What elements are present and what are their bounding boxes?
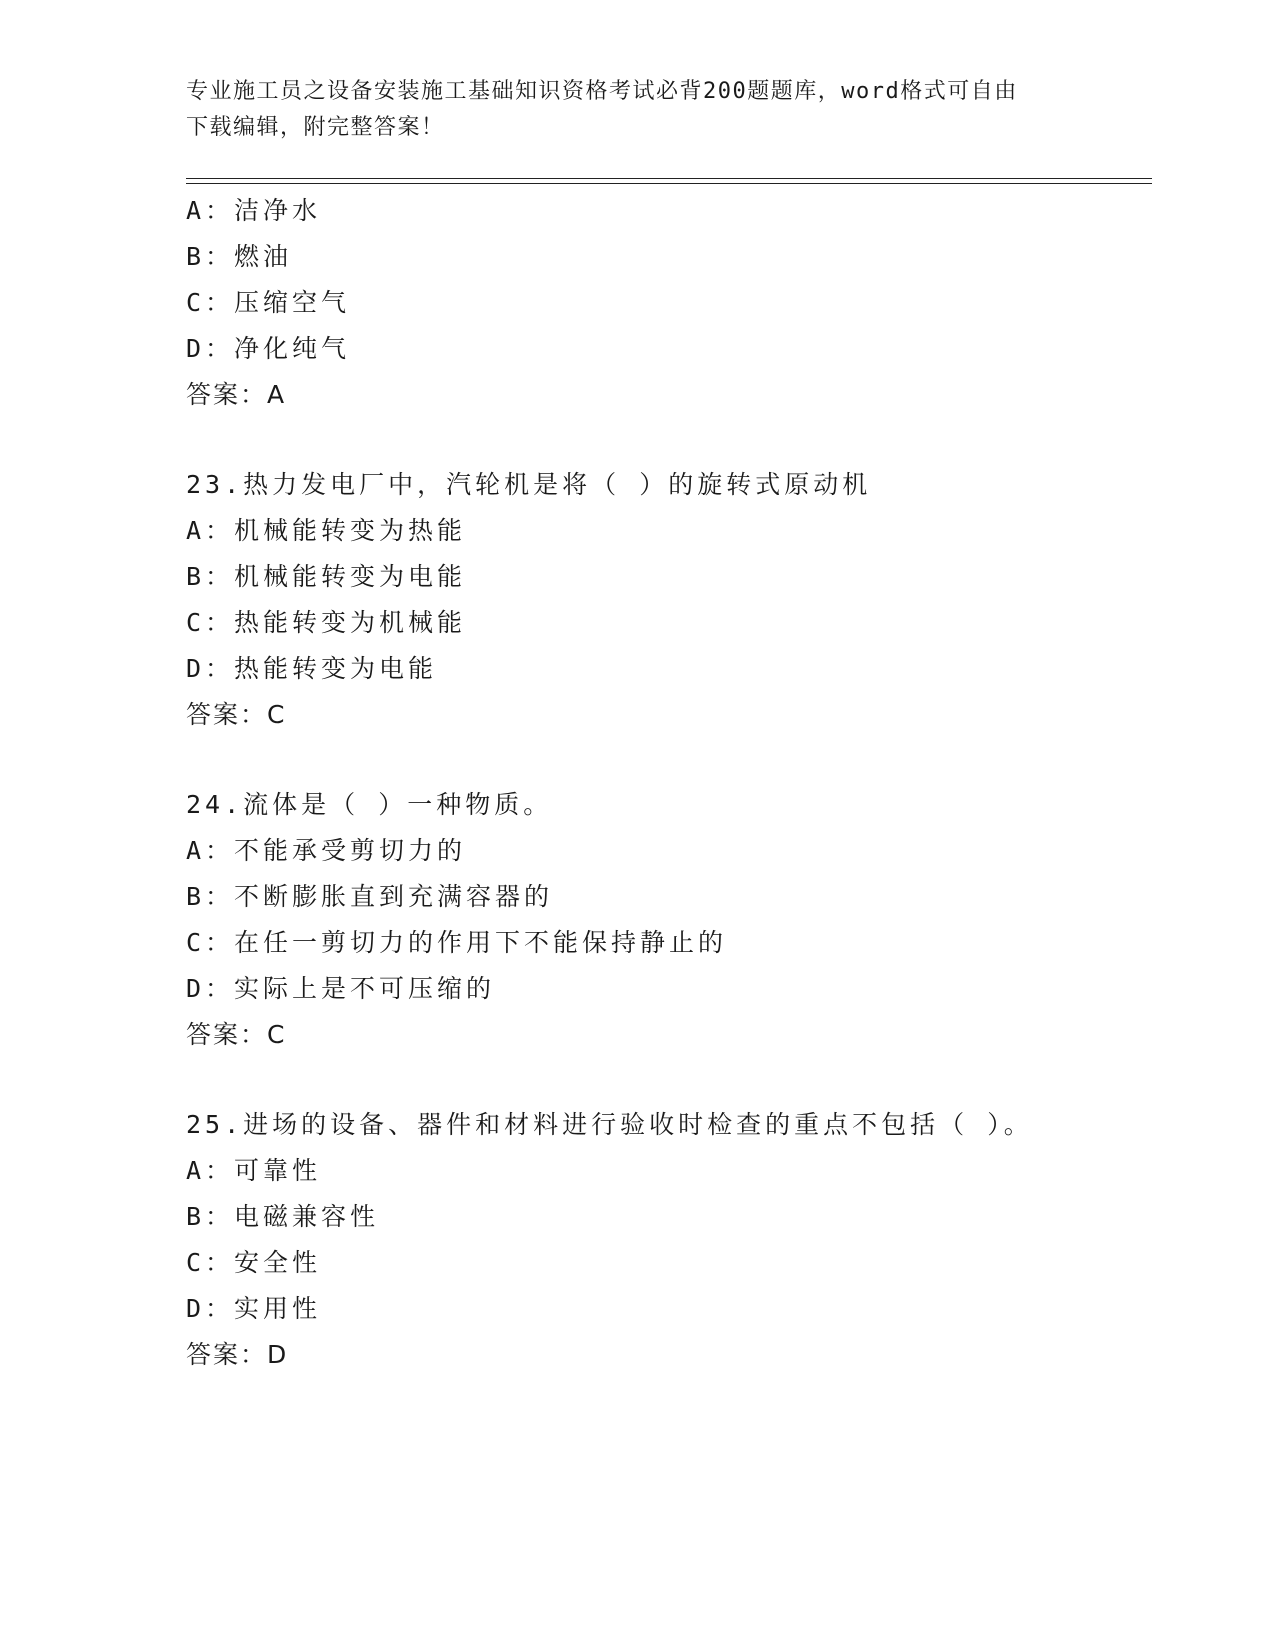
question-stem: 25.进场的设备、器件和材料进行验收时检查的重点不包括（ ）。 (186, 1110, 1033, 1139)
option-c: C：在任一剪切力的作用下不能保持静止的 (186, 928, 728, 957)
option-d: D：热能转变为电能 (186, 654, 438, 683)
question-stem: 24.流体是（ ）一种物质。 (186, 790, 553, 819)
option-d: D：实用性 (186, 1294, 322, 1323)
option-c: C：压缩空气 (186, 288, 351, 317)
option-b: B：电磁兼容性 (186, 1202, 380, 1231)
option-d: D：净化纯气 (186, 334, 351, 363)
document-header (186, 74, 1086, 146)
option-b: B：燃油 (186, 242, 293, 271)
answer-line: 答案：D (186, 1340, 289, 1369)
option-a: A：洁净水 (186, 196, 322, 225)
option-c: C：安全性 (186, 1248, 322, 1277)
spacer (186, 738, 1146, 782)
option-a: A：机械能转变为热能 (186, 516, 467, 545)
option-b: B：不断膨胀直到充满容器的 (186, 882, 554, 911)
option-a: A：不能承受剪切力的 (186, 836, 467, 865)
answer-line: 答案：C (186, 1020, 287, 1049)
header-line-2: 下载编辑，附完整答案！ (186, 115, 445, 140)
question-25 (186, 1102, 1146, 1378)
option-d: D：实际上是不可压缩的 (186, 974, 496, 1003)
spacer (186, 1058, 1146, 1102)
option-b: B：机械能转变为电能 (186, 562, 467, 591)
header-divider-top (186, 178, 1152, 179)
question-list (186, 188, 1146, 1378)
answer-line: 答案：C (186, 700, 287, 729)
question-fragment (186, 188, 1146, 418)
question-23 (186, 462, 1146, 738)
header-line-1: 专业施工员之设备安装施工基础知识资格考试必背200题题库，word格式可自由 (186, 79, 1018, 104)
question-stem: 23.热力发电厂中，汽轮机是将（ ）的旋转式原动机 (186, 470, 872, 499)
header-divider-bottom (186, 183, 1152, 184)
spacer (186, 418, 1146, 462)
option-a: A：可靠性 (186, 1156, 322, 1185)
question-24 (186, 782, 1146, 1058)
answer-line: 答案：A (186, 380, 287, 409)
option-c: C：热能转变为机械能 (186, 608, 467, 637)
